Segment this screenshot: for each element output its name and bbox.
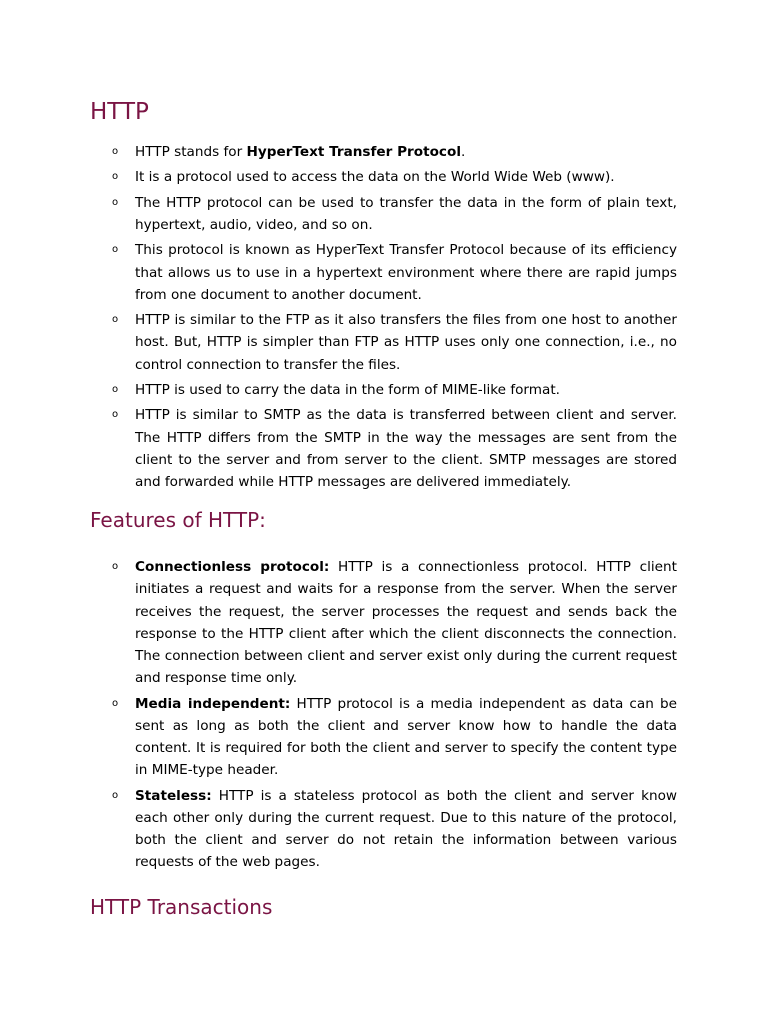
heading-transactions: HTTP Transactions [90,895,273,920]
list-item [112,785,677,874]
feature-lead: Media independent: [135,695,291,712]
item-text: HTTP stands for [135,144,247,160]
item-text: HTTP is similar to the FTP as it also transfers the files from one host to another host. But, HTTP is simpler than FTP as HTTP uses only one connection, i.e., no control connection to transfer the files. [135,312,677,373]
list-item [112,309,677,376]
list-item [112,556,677,689]
features-list [90,556,677,873]
bullet-marker-icon: o [112,409,119,421]
list-item [112,693,677,782]
item-text: The HTTP protocol can be used to transfer the data in the form of plain text, hypertext, audio, video, and so on. [135,194,677,233]
item-text: HTTP is used to carry the data in the form of MIME-like format. [135,381,560,398]
list-item [112,166,677,188]
item-text: This protocol is known as HyperText Transfer Protocol because of its efficiency that allows us to use in a hypertext environment where there are rapid jumps from one document to another document. [135,242,677,303]
bullet-marker-icon: o [112,561,119,573]
feature-text: HTTP is a stateless protocol as both the client and server know each other only during the current request. Due to this nature of the protocol, both the client and server do not retain the information between various requests of the web pages. [135,787,677,871]
heading-http: HTTP [90,99,149,125]
document-page [90,96,677,921]
bullet-marker-icon: o [112,789,119,801]
item-text: It is a protocol used to access the data on the World Wide Web (www). [135,169,615,186]
feature-text: HTTP protocol is a media independent as data can be sent as long as both the client and server know how to handle the data content. It is required for both the client and server to specify the content type in MIME-type header. [135,695,677,779]
list-item [112,379,677,401]
bullet-marker-icon: o [112,146,119,157]
feature-lead: Connectionless protocol: [135,559,330,576]
list-item [112,141,677,163]
intro-list [90,141,677,493]
item-bold-text: HyperText Transfer Protocol [246,144,461,160]
heading-features: Features of HTTP: [90,508,266,533]
feature-lead: Stateless: [135,787,212,804]
list-item [112,192,677,236]
bullet-marker-icon: o [112,196,119,208]
item-text: . [461,144,466,160]
bullet-marker-icon: o [112,383,119,395]
bullet-marker-icon: o [112,314,119,326]
item-text: HTTP is similar to SMTP as the data is transferred between client and server. The HTTP differs from the SMTP in the way the messages are sent from the client to the server and from server to the client. SMTP messages are stored and forwarded while HTTP messages are delivered immediately. [135,407,677,490]
list-item [112,239,677,306]
list-item [112,404,677,493]
bullet-marker-icon: o [112,171,119,183]
bullet-marker-icon: o [112,697,119,709]
feature-text: HTTP is a connectionless protocol. HTTP client initiates a request and waits for a response from the server. When the server receives the request, the server processes the request and sends back the response to the HTTP client after which the client disconnects the connection. The connection between client and server exist only during the current request and response time only. [135,559,677,687]
bullet-marker-icon: o [112,244,119,256]
